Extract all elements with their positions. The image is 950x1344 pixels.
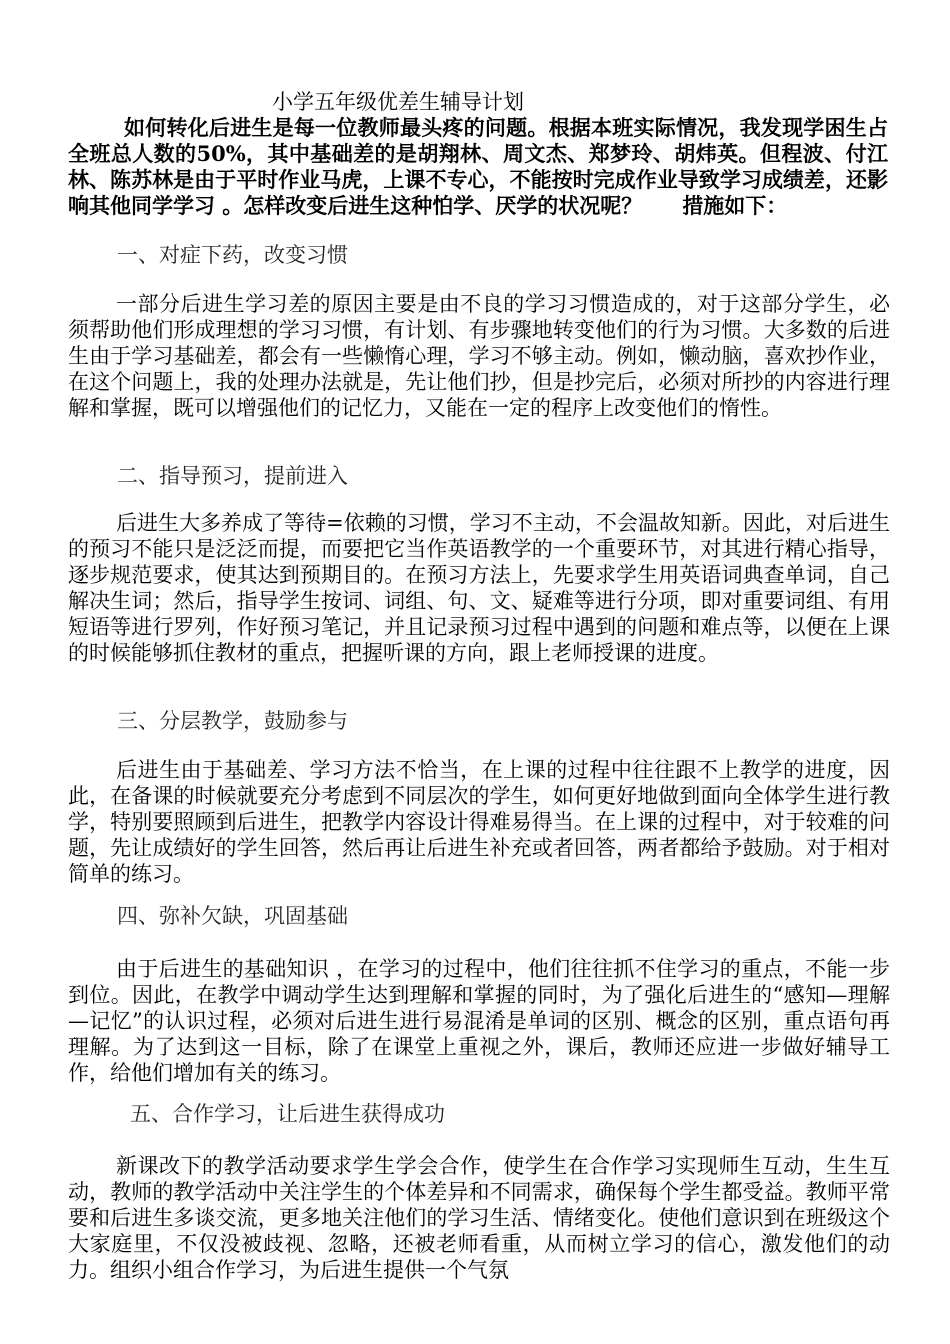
section-4-body: 由于后进生的基础知识 ，在学习的过程中，他们往往抓不住学习的重点，不能一步到位。因此，在教学中调动学生达到理解和掌握的同时，为了强化后进生的“感知—理解—记忆”的认识过程，必须对后进生进行易混淆是单词的区别、概念的区别，重点语句再理解。为了达到这一目标，除了在课堂上重视之外，课后，教师还应进一步做好辅导工作，给他们增加有关的练习。 [68,957,890,1085]
section-5-body: 新课改下的教学活动要求学生学会合作，使学生在合作学习实现师生互动，生生互动，教师的教学活动中关注学生的个体差异和不同需求，确保每个学生都受益。教师平常要和后进生多谈交流，更多地关注他们的学习生活、情绪变化。使他们意识到在班级这个大家庭里，不仅没被歧视、忽略，还被老师看重，从而树立学习的信心，激发他们的动力。组织小组合作学习，为后进生提供一个气氛 [68,1154,890,1282]
intro-paragraph [68,115,888,219]
section-2-body: 后进生大多养成了等待=依赖的习惯，学习不主动，不会温故知新。因此，对后进生的预习不能只是泛泛而提，而要把它当作英语教学的一个重要环节，对其进行精心指导，逐步规范要求，使其达到预期目的。在预习方法上，先要求学生用英语词典查单词，自己解决生词；然后，指导学生按词、词组、句、文、疑难等进行分项，即对重要词组、有用短语等进行罗列，作好预习笔记，并且记录预习过程中遇到的问题和难点等，以便在上课的时候能够抓住教材的重点，把握听课的方向，跟上老师授课的进度。 [68,511,890,665]
section-1-body: 一部分后进生学习差的原因主要是由不良的学习习惯造成的，对于这部分学生，必须帮助他们形成理想的学习习惯，有计划、有步骤地转变他们的行为习惯。大多数的后进生由于学习基础差，都会有一些懒惰心理，学习不够主动。例如，懒动脑，喜欢抄作业，在这个问题上，我的处理办法就是，先让他们抄，但是抄完后，必须对所抄的内容进行理解和掌握，既可以增强他们的记忆力，又能在一定的程序上改变他们的惰性。 [68,292,890,420]
section-5-heading: 五、合作学习，让后进生获得成功 [130,1102,445,1126]
section-1-heading: 一、对症下药，改变习惯 [117,243,348,267]
section-4-heading: 四、弥补欠缺，巩固基础 [117,904,348,928]
intro-text: 如何转化后进生是每一位教师最头疼的问题。根据本班实际情况，我发现学困生占全班总人数的50%，其中基础差的是胡翔林、周文杰、郑梦玲、胡炜英。但程波、付江林、陈苏林是由于平时作业马虎，上课不专心，不能按时完成作业导致学习成绩差，还影响其他同学学习 。怎样改变后进生这种怕学、厌学的状况呢？ [68,115,888,218]
intro-measures-label: 措施如下： [682,193,788,218]
section-3-heading: 三、分层教学，鼓励参与 [117,709,348,733]
section-3-body: 后进生由于基础差、学习方法不恰当，在上课的过程中往往跟不上教学的进度，因此，在备课的时候就要充分考虑到不同层次的学生，如何更好地做到面向全体学生进行教学，特别要照顾到后进生，把教学内容设计得难易得当。在上课的过程中，对于较难的问题，先让成绩好的学生回答，然后再让后进生补充或者回答，两者都给予鼓励。对于相对简单的练习。 [68,758,890,886]
document-title: 小学五年级优差生辅导计划 [272,90,524,114]
section-2-heading: 二、指导预习，提前进入 [117,464,348,488]
